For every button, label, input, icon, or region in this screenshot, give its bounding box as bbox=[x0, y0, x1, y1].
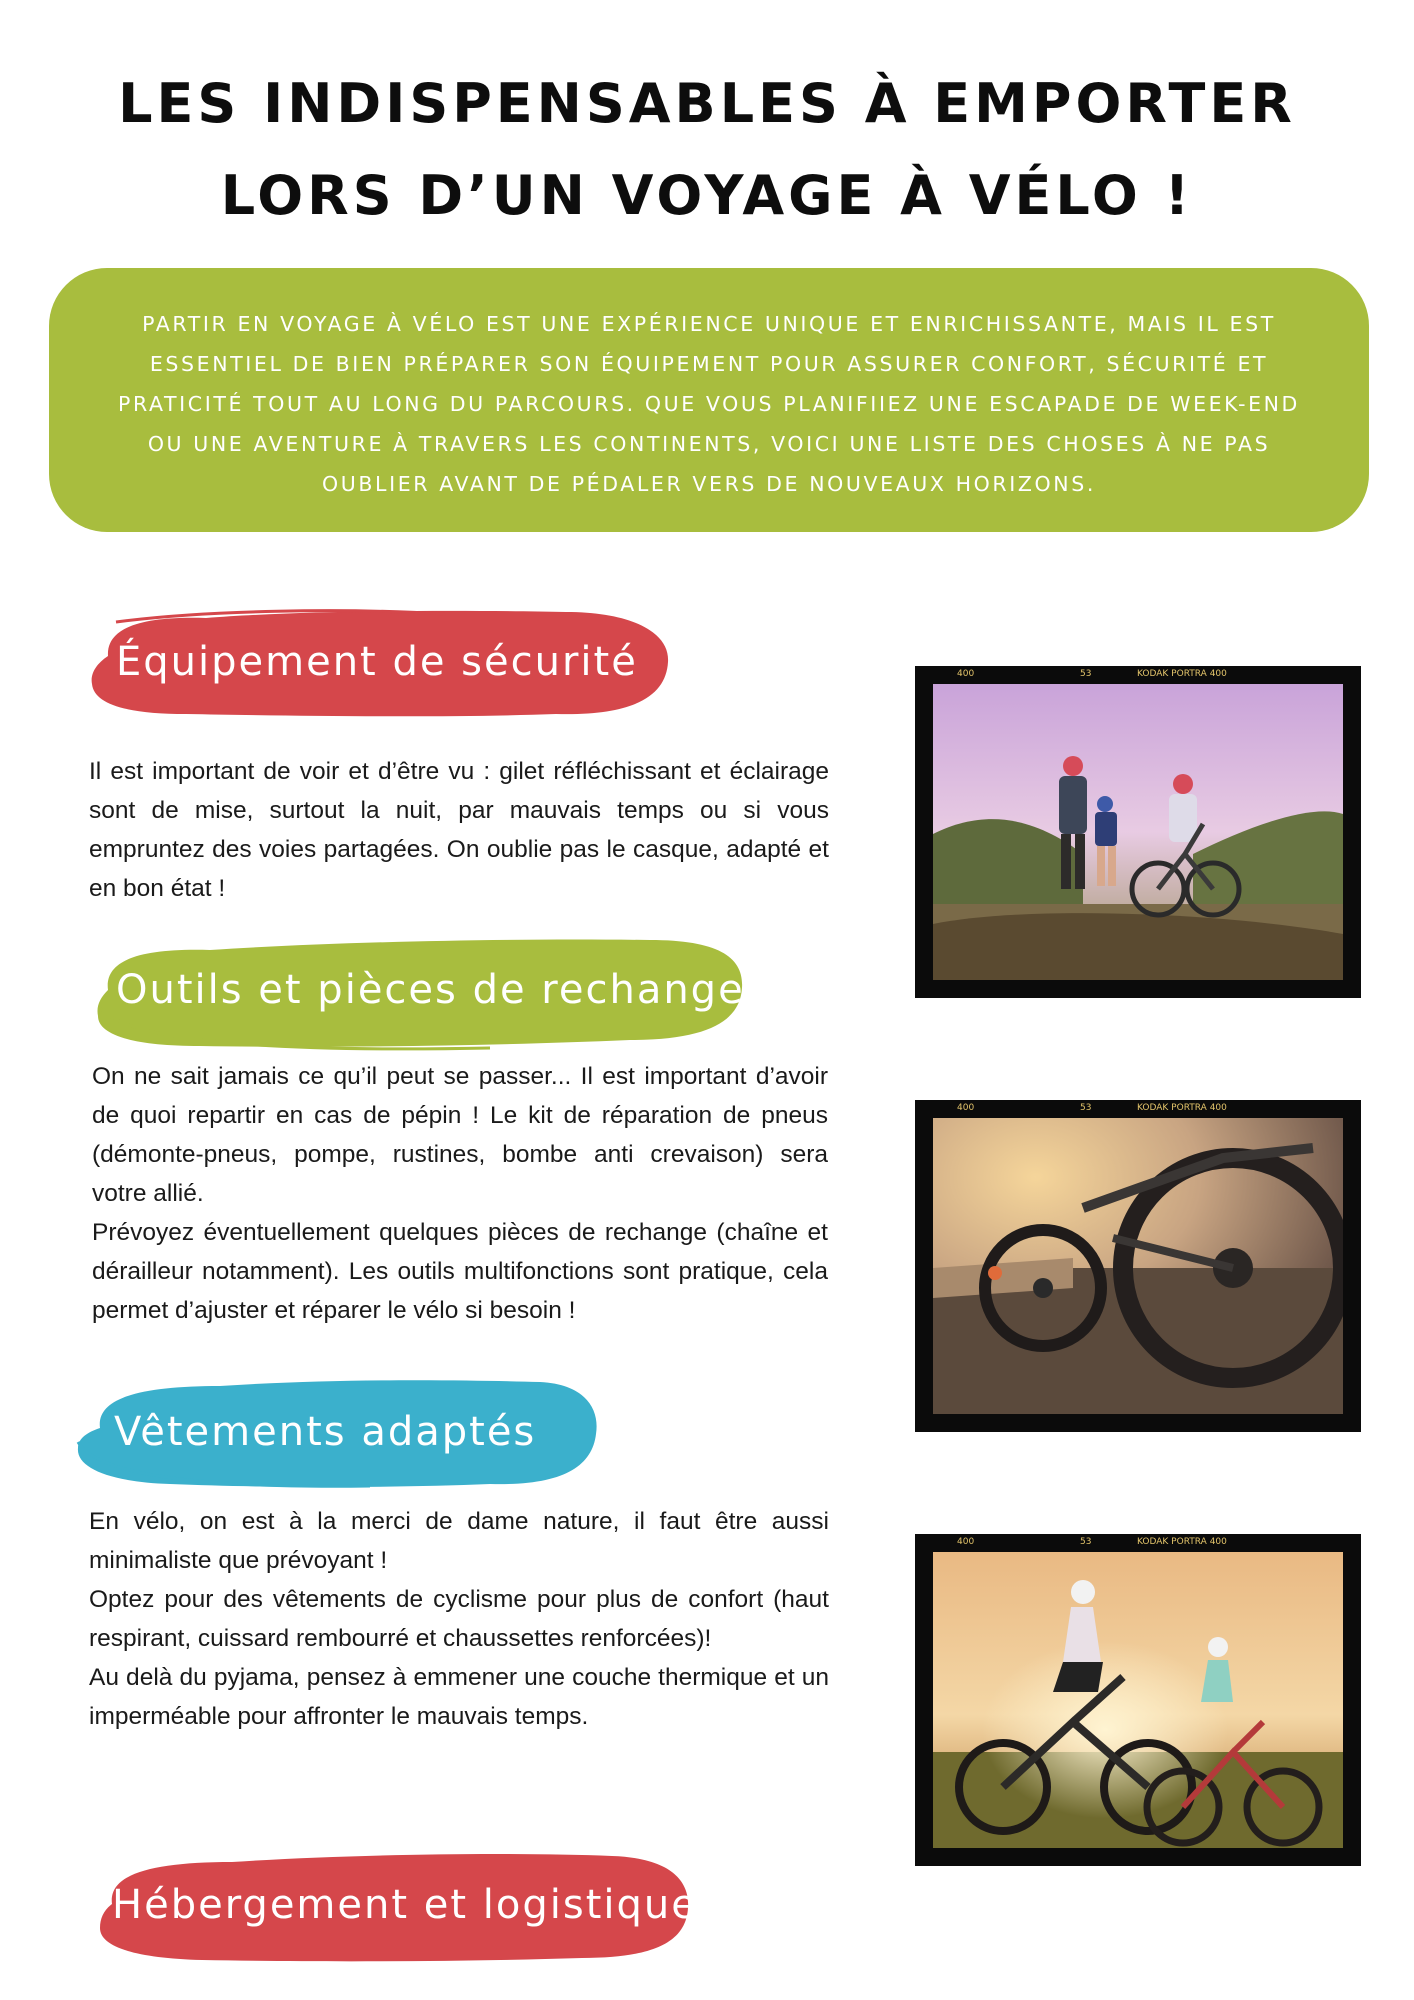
film-number-left: 400 bbox=[957, 1537, 975, 1547]
bikes-sunset-image bbox=[933, 1118, 1343, 1414]
heading-equipement-securite bbox=[86, 604, 672, 720]
page-title bbox=[0, 58, 1414, 242]
photo-cyclists-sunset bbox=[915, 1534, 1361, 1866]
film-brand: KODAK PORTRA 400 bbox=[1137, 1103, 1227, 1113]
heading-outils-pieces bbox=[90, 928, 746, 1052]
film-brand: KODAK PORTRA 400 bbox=[1137, 1537, 1227, 1547]
film-brand: KODAK PORTRA 400 bbox=[1137, 669, 1227, 679]
paragraph: Il est important de voir et d’être vu : gilet réfléchissant et éclairage sont de mise, surtout la nuit, par mauvais temps ou si vous empruntez des voies partagées. On oublie pas le casque, adapté et en bon état ! bbox=[89, 758, 829, 902]
film-number-middle: 53 bbox=[1080, 669, 1092, 679]
heading-label: Outils et pièces de rechange bbox=[116, 967, 745, 1013]
photo-bikes-sunset bbox=[915, 1100, 1361, 1432]
family-cycling-image bbox=[933, 684, 1343, 980]
film-number-left: 400 bbox=[957, 669, 975, 679]
paragraph: On ne sait jamais ce qu’il peut se passer... Il est important d’avoir de quoi repartir en cas de pépin ! Le kit de réparation de pneus (démonte-pneus, pompe, rustines, bombe anti crevaison) sera votre allié. bbox=[92, 1063, 828, 1207]
heading-label: Hébergement et logistique bbox=[112, 1882, 698, 1928]
heading-hebergement-logistique bbox=[92, 1846, 698, 1964]
title-line-1: LES INDISPENSABLES À EMPORTER bbox=[118, 72, 1296, 135]
heading-vetements-adaptes bbox=[70, 1372, 600, 1492]
paragraph: Prévoyez éventuellement quelques pièces de rechange (chaîne et dérailleur notamment). Les outils multifonctions sont pratique, cela permet d’ajuster et réparer le vélo si besoin ! bbox=[92, 1219, 828, 1324]
film-number-middle: 53 bbox=[1080, 1537, 1092, 1547]
paragraph: Optez pour des vêtements de cyclisme pour plus de confort (haut respirant, cuissard rembourré et chaussettes renforcées)! bbox=[89, 1586, 829, 1652]
photo-family-cyclists bbox=[915, 666, 1361, 998]
section-3-text bbox=[89, 1502, 829, 1736]
section-1-text bbox=[89, 752, 829, 908]
intro-banner: PARTIR EN VOYAGE À VÉLO EST UNE EXPÉRIENCE UNIQUE ET ENRICHISSANTE, MAIS IL EST ESSENTIEL DE BIEN PRÉPARER SON ÉQUIPEMENT POUR ASSURER CONFORT, SÉCURITÉ ET PRATICITÉ TOUT AU LONG DU PARCOURS. QUE VOUS PLANIFIIEZ UNE ESCAPADE DE WEEK-END OU UNE AVENTURE À TRAVERS LES CONTINENTS, VOICI UNE LISTE DES CHOSES À NE PAS OUBLIER AVANT DE PÉDALER VERS DE NOUVEAUX HORIZONS. bbox=[49, 268, 1369, 532]
title-line-2: LORS D’UN VOYAGE À VÉLO ! bbox=[220, 164, 1194, 227]
paragraph: En vélo, on est à la merci de dame nature, il faut être aussi minimaliste que prévoyant ! bbox=[89, 1508, 829, 1574]
film-number-middle: 53 bbox=[1080, 1103, 1092, 1113]
film-number-left: 400 bbox=[957, 1103, 975, 1113]
heading-label: Vêtements adaptés bbox=[114, 1409, 537, 1455]
cyclists-sunset-image bbox=[933, 1552, 1343, 1848]
section-2-text bbox=[92, 1057, 828, 1330]
paragraph: Au delà du pyjama, pensez à emmener une couche thermique et un imperméable pour affronter le mauvais temps. bbox=[89, 1664, 829, 1730]
heading-label: Équipement de sécurité bbox=[116, 639, 638, 685]
